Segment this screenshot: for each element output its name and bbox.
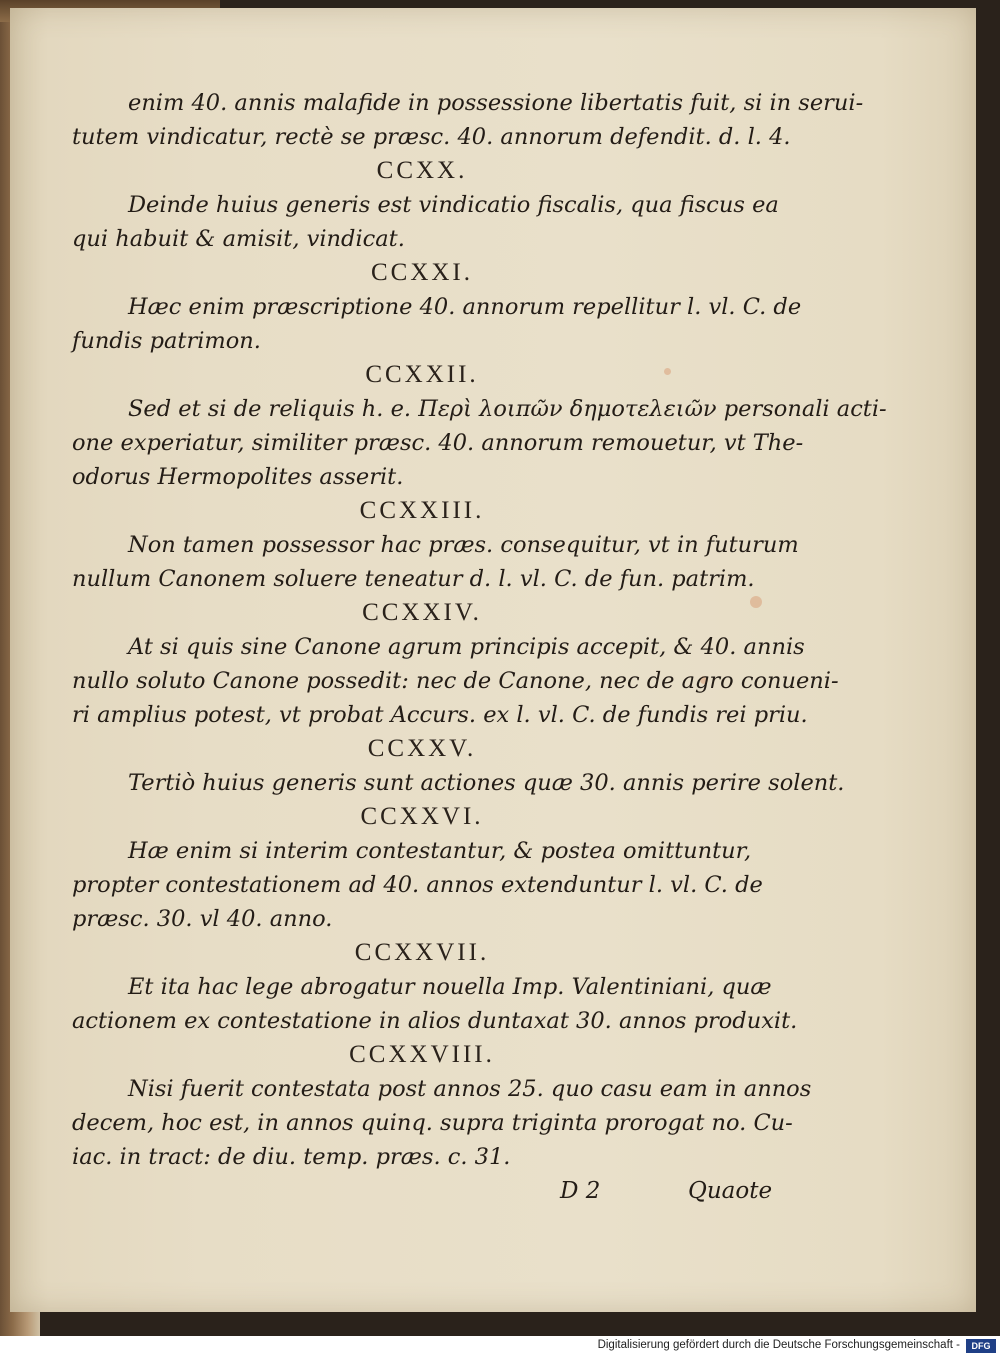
paragraph (72, 188, 779, 256)
paragraph (72, 290, 802, 358)
section-number: CCXXIV. (362, 599, 482, 626)
text-line: decem, hoc est, in annos quinq. supra triginta prorogat no. Cu- (72, 1110, 793, 1136)
text-line: actionem ex contestatione in alios duntaxat 30. annos produxit. (72, 1008, 798, 1034)
paragraph (72, 630, 839, 732)
text-line: Tertiò huius generis sunt actiones quæ 30. annis perire solent. (128, 770, 845, 796)
text-line: Sed et si de reliquis h. e. Περὶ λοιπῶν δημοτελειῶν personali acti- (128, 396, 887, 422)
text-line: At si quis sine Canone agrum principis accepit, & 40. annis (128, 634, 805, 660)
digitization-footer (0, 1336, 1000, 1357)
catchword: Quaote (688, 1178, 773, 1204)
text-line: Non tamen possessor hac præs. consequitur, vt in futurum (128, 532, 799, 558)
paragraph (72, 1072, 812, 1174)
text-line: nullo soluto Canone possedit: nec de Canone, nec de agro conueni- (72, 668, 839, 694)
text-line: iac. in tract: de diu. temp. præs. c. 31. (72, 1144, 511, 1170)
text-line: præsc. 30. vl 40. anno. (72, 906, 333, 932)
text-line: qui habuit & amisit, vindicat. (72, 226, 405, 252)
text-line: enim 40. annis malafide in possessione libertatis fuit, si in serui- (128, 90, 864, 116)
dfg-logo: DFG (966, 1339, 996, 1353)
paragraph (72, 86, 864, 154)
text-line: nullum Canonem soluere teneatur d. l. vl. C. de fun. patrim. (72, 566, 755, 592)
text-line: Hæc enim præscriptione 40. annorum repellitur l. vl. C. de (128, 294, 802, 320)
paragraph (72, 834, 772, 936)
section-number: CCXXIII. (359, 497, 485, 524)
section-number: CCXXVI. (360, 803, 484, 830)
section-number: CCXXII. (365, 361, 479, 388)
text-line: fundis patrimon. (72, 328, 261, 354)
section-number: CCXXI. (370, 259, 474, 286)
paragraph (72, 392, 887, 494)
paragraph (72, 970, 798, 1038)
section-number: CCXXVII. (354, 939, 490, 966)
text-line: propter contestationem ad 40. annos extenduntur l. vl. C. de (72, 872, 763, 898)
paragraph (72, 528, 799, 596)
text-line: Deinde huius generis est vindicatio fiscalis, qua fiscus ea (128, 192, 779, 218)
section-number: CCXXV. (367, 735, 477, 762)
paragraph (72, 766, 845, 800)
text-line: Hæ enim si interim contestantur, & postea omittuntur, (128, 838, 752, 864)
digitization-credit: Digitalisierung gefördert durch die Deutsche Forschungsgemeinschaft - (597, 1339, 960, 1351)
text-line: ri amplius potest, vt probat Accurs. ex l. vl. C. de fundis rei priu. (72, 702, 808, 728)
text-line: one experiatur, similiter præsc. 40. annorum remouetur, vt The- (72, 430, 804, 456)
text-line: Et ita hac lege abrogatur nouella Imp. Valentiniani, quæ (128, 974, 772, 1000)
text-line: tutem vindicatur, rectè se præsc. 40. annorum defendit. d. l. 4. (72, 124, 791, 150)
document-body (72, 86, 887, 1174)
section-number: CCXXVIII. (349, 1041, 495, 1068)
section-number: CCXX. (376, 157, 468, 184)
signature-mark: D 2 (560, 1178, 601, 1204)
text-line: odorus Hermopolites asserit. (72, 464, 404, 490)
text-line: Nisi fuerit contestata post annos 25. quo casu eam in annos (128, 1076, 812, 1102)
